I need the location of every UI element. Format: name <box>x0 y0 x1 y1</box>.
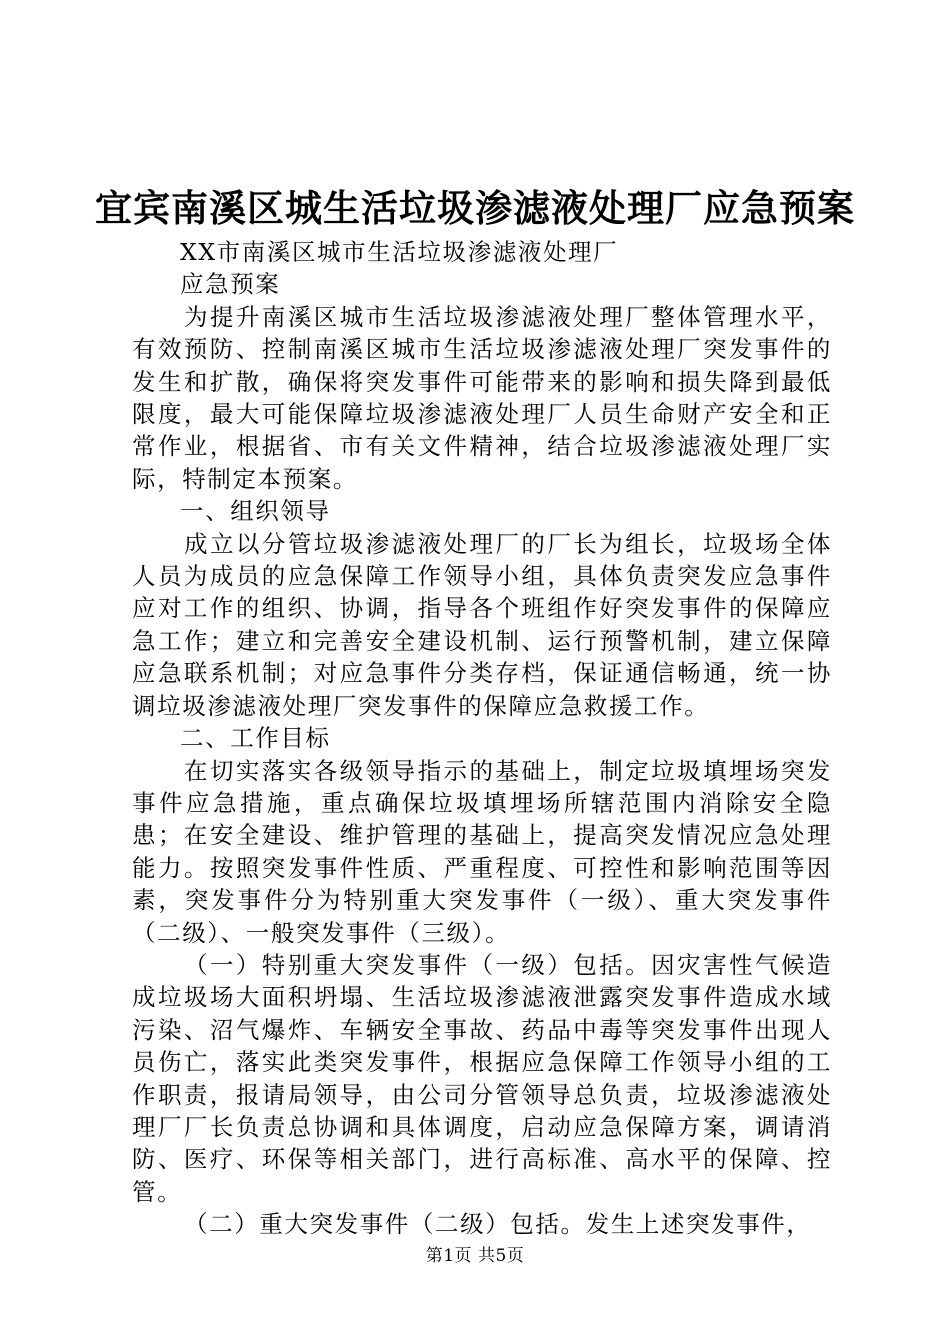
organization-paragraph: 成立以分管垃圾渗滤液处理厂的厂长为组长，垃圾场全体人员为成员的应急保障工作领导小组，具体负责突发应急事件应对工作的组织、协调，指导各个班组作好突发事件的保障应急工作；建立和完善安全建设机制、运行预警机制，建立保障应急联系机制；对应急事件分类存档，保证通信畅通，统一协调垃圾渗滤液处理厂突发事件的保障应急救援工作。 <box>132 529 832 720</box>
subtitle-line: 应急预案 <box>180 270 281 299</box>
org-name-line: XX市南溪区城市生活垃圾渗滤液处理厂 <box>180 238 619 266</box>
section-heading-goals: 二、工作目标 <box>180 724 331 753</box>
document-title: 宜宾南溪区城生活垃圾渗滤液处理厂应急预案 <box>95 186 855 230</box>
level-one-paragraph: （一）特别重大突发事件（一级）包括。因灾害性气候造成垃圾场大面积坍塌、生活垃圾渗滤液泄露突发事件造成水域污染、沼气爆炸、车辆安全事故、药品中毒等突发事件出现人员伤亡，落实此类突发事件，根据应急保障工作领导小组的工作职责，报请局领导，由公司分管领导总负责，垃圾渗滤液处理厂厂长负责总协调和具体调度，启动应急保障方案，调请消防、医疗、环保等相关部门，进行高标准、高水平的保障、控管。 <box>132 950 832 1206</box>
section-heading-organization: 一、组织领导 <box>180 497 331 526</box>
level-two-paragraph: （二）重大突发事件（二级）包括。发生上述突发事件， <box>184 1210 812 1239</box>
document-body <box>132 236 832 1241</box>
goals-paragraph: 在切实落实各级领导指示的基础上，制定垃圾填埋场突发事件应急措施，重点确保垃圾填埋场所辖范围内消除安全隐患；在安全建设、维护管理的基础上，提高突发情况应急处理能力。按照突发事件性质、严重程度、可控性和影响范围等因素，突发事件分为特别重大突发事件（一级）、重大突发事件（二级）、一般突发事件（三级）。 <box>132 756 832 947</box>
page-footer: 第1页 共5页 <box>425 1246 525 1266</box>
intro-paragraph: 为提升南溪区城市生活垃圾渗滤液处理厂整体管理水平，有效预防、控制南溪区城市生活垃圾渗滤液处理厂突发事件的发生和扩散，确保将突发事件可能带来的影响和损失降到最低限度，最大可能保障垃圾渗滤液处理厂人员生命财产安全和正常作业，根据省、市有关文件精神，结合垃圾渗滤液处理厂实际，特制定本预案。 <box>132 302 832 493</box>
